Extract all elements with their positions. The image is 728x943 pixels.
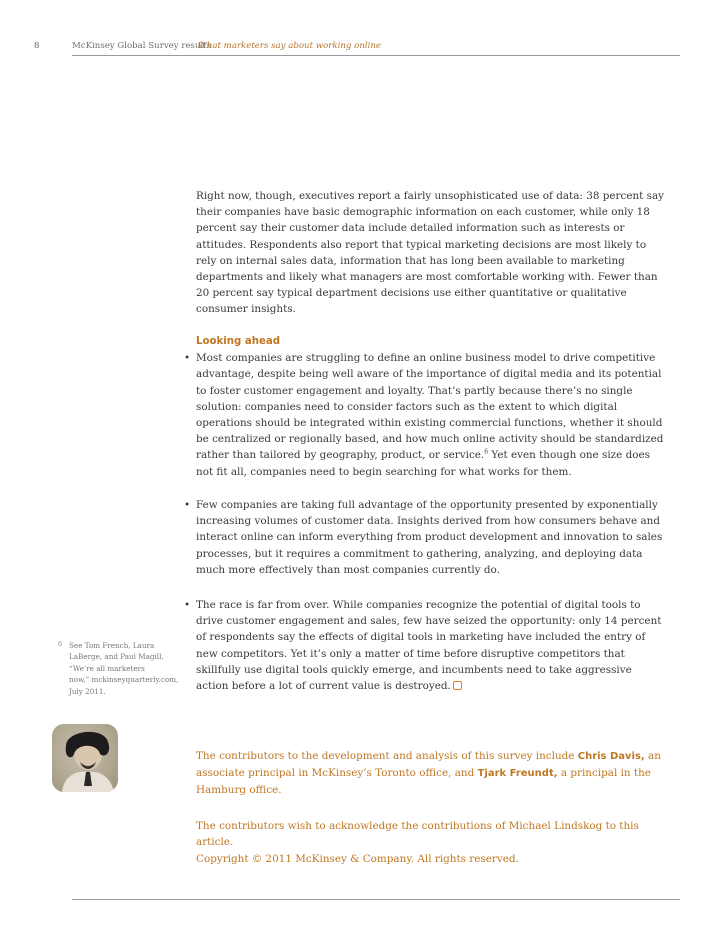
bullet-icon: •	[184, 499, 191, 511]
contributors-text-c: a principal in the Hamburg office.	[196, 767, 651, 797]
footnote-line: See Tom French, Laura	[69, 641, 155, 650]
portrait-illustration-icon	[52, 724, 118, 792]
bullet-icon: •	[184, 599, 191, 611]
contributors-text-b: an associate principal in McKinsey’s Toronto office, and	[196, 750, 661, 780]
footnote-ref: 6	[484, 448, 489, 456]
intro-text: Right now, though, executives report a fairly unsophisticated use of data: 38 percent say their companies have basic demographic information on each customer, while only 18 percent say their customer data include detailed information such as interests or attitudes. Respondents also report that typical marketing decisions are most likely to rely on internal sales data, information that has long been available to marketing departments and likely what managers are most comfortable working with. Fewer than 20 percent say typical department decisions use either quantitative or qualitative consumer insights.	[196, 190, 665, 316]
contributor-name: Chris Davis,	[577, 751, 645, 762]
bullet-item	[184, 350, 666, 480]
bullet-block-3	[184, 597, 666, 694]
footnote-line: “We’re all marketers	[69, 663, 145, 673]
footnote-line: now,” mckinseyquarterly.com,	[69, 675, 179, 685]
contributor-name: Tjark Freundt,	[477, 768, 558, 780]
bullet1-text-a: Most companies are struggling to define an online business model to drive competitive advantage, despite being well aware of the importance of digital media and its potential to foster customer engagement and loyalty. That’s partly because there’s no single solution: companies need to consider factors such as the extent to which digital operations should be integrated within existing commercial functions, whether it should be centralized or regionally based, and how much online activity should be standardized rather than tailored by geography, product, or service.	[196, 352, 664, 462]
bullet2-text: Few companies are taking full advantage of the opportunity presented by exponentially increasing volumes of customer data. Insights derived from how consumers behave and interact online can inform everything from product development and innovation to sales processes, but it requires a commitment to gathering, analyzing, and deploying data much more effectively than most companies currently do.	[196, 499, 663, 576]
footnote-line: LaBerge, and Paul Magill,	[69, 652, 164, 662]
section-heading: Looking ahead	[196, 336, 281, 347]
intro-paragraph	[196, 188, 666, 318]
bullet-item	[184, 597, 666, 694]
running-title: What marketers say about working online	[198, 41, 381, 51]
bullet1-text-b: Yet even though one size does not fit all, companies need to begin searching for what works for them.	[196, 449, 650, 478]
contributors-paragraph	[196, 748, 666, 799]
footer-rule	[72, 899, 680, 900]
bullet3-text: The race is far from over. While companies recognize the potential of digital tools to drive customer engagement and sales, few have seized the opportunity: only 14 percent of respondents say the effects of digital tools in marketing have included the entry of new competitors. Yet it’s only a matter of time before disruptive competitors that skillfully use digital tools quickly emerge, and incumbents need to take aggressive action before a lot of current value is destroyed.	[196, 599, 662, 693]
bullet-block-2	[184, 497, 666, 578]
footnote-line: July 2011.	[69, 686, 106, 696]
publication-name: McKinsey Global Survey results	[72, 41, 212, 51]
page-number: 8	[34, 41, 40, 51]
contributors-text-a: The contributors to the development and analysis of this survey include	[196, 750, 578, 762]
bullet-icon: •	[184, 352, 191, 365]
looking-ahead-section	[184, 334, 666, 480]
bullet-item	[184, 497, 666, 578]
author-portrait-image	[52, 724, 118, 792]
footnote-number: 6	[58, 640, 63, 648]
acknowledgement: The contributors wish to acknowledge the contributions of Michael Lindskog to this article.	[196, 820, 639, 849]
footnote	[58, 640, 183, 697]
header-rule	[72, 55, 680, 56]
end-mark-icon	[453, 681, 462, 690]
copyright: Copyright © 2011 McKinsey & Company. All rights reserved.	[196, 853, 519, 865]
